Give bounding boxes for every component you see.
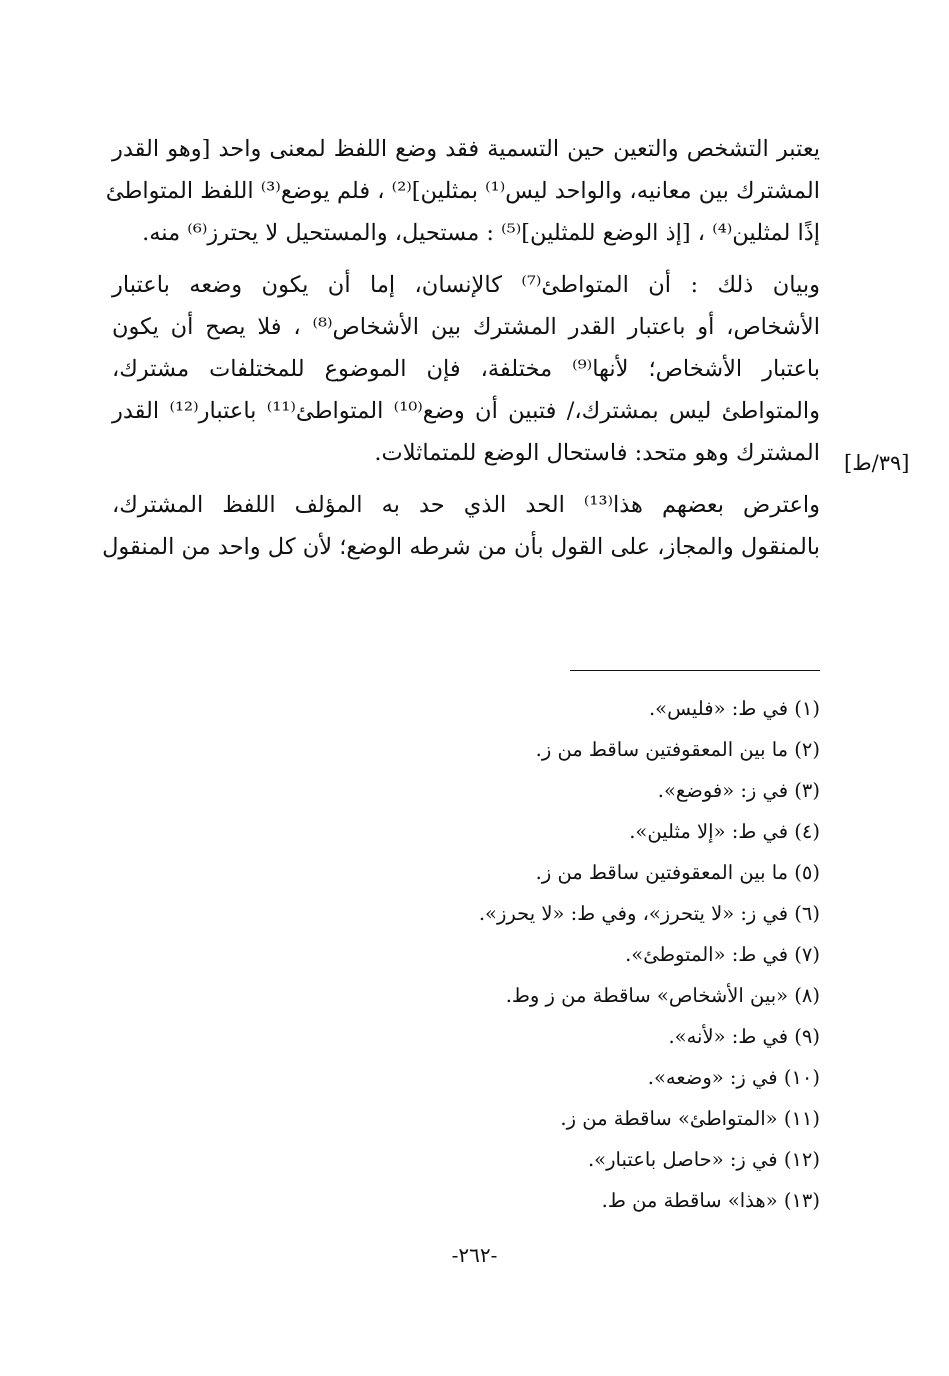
paragraph-gap (112, 474, 820, 484)
footnote: (٤) في ط: «إلا مثلين». (629, 820, 820, 843)
text-line: باعتبار الأشخاص؛ لأنها⁽⁹⁾ مختلفة، فإن الموضوع للمختلفات مشترك، (112, 356, 821, 382)
footnote: (٧) في ط: «المتوطئ». (625, 943, 820, 966)
text-line: والمتواطئ ليس بمشترك،/ فتبين أن وضع⁽¹⁰⁾ المتواطئ⁽¹¹⁾ باعتبار⁽¹²⁾ القدر (112, 398, 820, 424)
main-text (102, 128, 821, 568)
footnote: (٩) في ط: «لأنه». (668, 1025, 820, 1048)
text-line: وبيان ذلك : أن المتواطئ⁽⁷⁾ كالإنسان، إما أن يكون وضعه باعتبار (112, 272, 820, 298)
text-line: بالمنقول والمجاز، على القول بأن من شرطه الوضع؛ لأن كل واحد من المنقول (102, 534, 820, 560)
footnote: (١١) «المتواطئ» ساقطة من ز. (560, 1107, 820, 1130)
footnote: (٨) «بين الأشخاص» ساقطة من ز وط. (505, 984, 820, 1007)
text-line: إذًا لمثلين⁽⁴⁾ ، [إذ الوضع للمثلين]⁽⁵⁾ : مستحيل، والمستحيل لا يحترز⁽⁶⁾ منه. (142, 220, 820, 246)
page-number: -٢٦٢- (451, 1243, 498, 1267)
footnote: (١٢) في ز: «حاصل باعتبار». (587, 1148, 820, 1171)
footnotes (300, 688, 820, 1221)
footnote: (٢) ما بين المعقوفتين ساقط من ز. (535, 738, 820, 761)
footnote: (٥) ما بين المعقوفتين ساقط من ز. (535, 861, 820, 884)
footnote: (٦) في ز: «لا يتحرز»، وفي ط: «لا يحرز». (478, 902, 820, 925)
footnote-separator (570, 670, 820, 671)
text-line: يعتبر التشخص والتعين حين التسمية فقد وضع اللفظ لمعنى واحد [وهو القدر (112, 136, 820, 162)
text-line: المشترك بين معانيه، والواحد ليس⁽¹⁾ بمثلين]⁽²⁾ ، فلم يوضع⁽³⁾ اللفظ المتواطئ (105, 178, 820, 204)
footnote: (٣) في ز: «فوضع». (657, 779, 820, 802)
footnote: (١٣) «هذا» ساقطة من ط. (601, 1189, 820, 1212)
text-line: الأشخاص، أو باعتبار القدر المشترك بين الأشخاص⁽⁸⁾ ، فلا يصح أن يكون (112, 314, 820, 340)
text-line: واعترض بعضهم هذا⁽¹³⁾ الحد الذي حد به المؤلف اللفظ المشترك، (112, 492, 820, 518)
paragraph-gap (112, 254, 820, 264)
margin-folio-note: [٣٩/ط] (844, 451, 910, 475)
text-line: المشترك وهو متحد: فاستحال الوضع للمتماثلات. (374, 440, 820, 466)
footnote: (١٠) في ز: «وضعه». (647, 1066, 820, 1089)
footnote: (١) في ط: «فليس». (648, 697, 820, 720)
